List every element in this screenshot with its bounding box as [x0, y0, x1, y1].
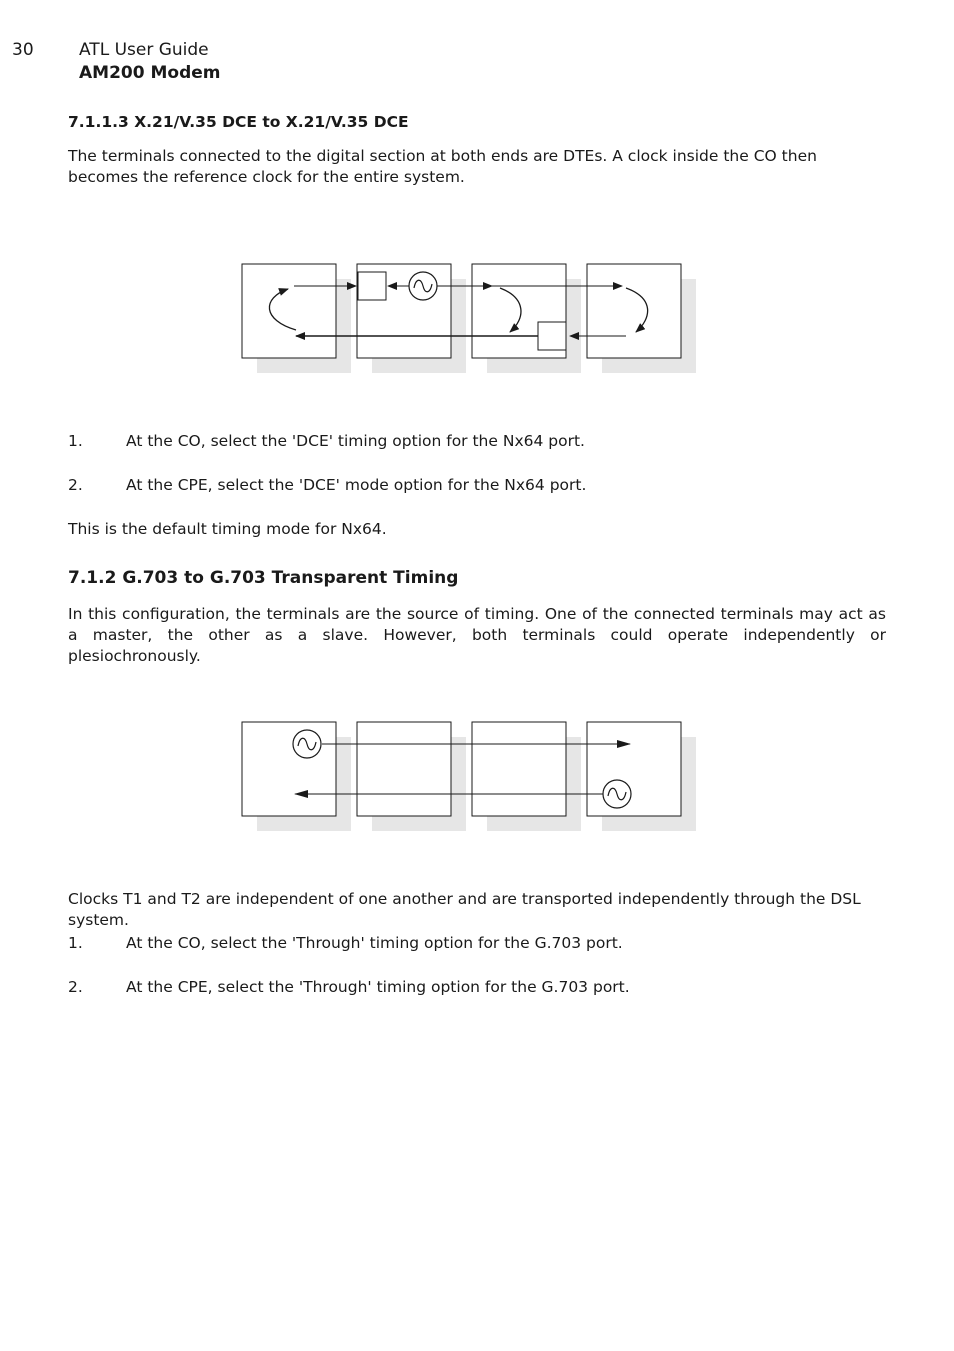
- clock-source-icon: [603, 780, 631, 808]
- step-text: At the CPE, select the 'Through' timing option for the G.703 port.: [126, 978, 630, 996]
- x21-default-note: This is the default timing mode for Nx64.: [68, 520, 387, 538]
- step-text: At the CO, select the 'DCE' timing option for the Nx64 port.: [126, 432, 585, 450]
- dte-left-box: [242, 722, 336, 816]
- section-x21-intro: The terminals connected to the digital section at both ends are DTEs. A clock inside the CO then becomes the reference clock for the entire system.: [68, 147, 817, 186]
- co-box: [357, 722, 451, 816]
- cpe-box: [472, 722, 566, 816]
- step-number: 1.: [68, 934, 83, 952]
- g703-clock-note: Clocks T1 and T2 are independent of one another and are transported independently through the DSL system.: [68, 890, 861, 929]
- dte-right-box: [587, 722, 681, 816]
- section-heading-g703: 7.1.2 G.703 to G.703 Transparent Timing: [68, 568, 459, 588]
- page-number: 30: [12, 40, 34, 60]
- document-title: ATL User Guide: [79, 40, 209, 60]
- section-heading-x21: 7.1.1.3 X.21/V.35 DCE to X.21/V.35 DCE: [68, 113, 409, 131]
- document-subtitle: AM200 Modem: [79, 63, 221, 83]
- step-number: 2.: [68, 978, 83, 996]
- section-g703-intro: In this configuration, the terminals are the source of timing. One of the connected terminals may act as a master, the other as a slave. However, both terminals could operate independently or plesiochronously.: [68, 605, 886, 665]
- clock-source-icon: [293, 730, 321, 758]
- step-number: 2.: [68, 476, 83, 494]
- step-text: At the CPE, select the 'DCE' mode option for the Nx64 port.: [126, 476, 587, 494]
- step-number: 1.: [68, 432, 83, 450]
- step-text: At the CO, select the 'Through' timing option for the G.703 port.: [126, 934, 623, 952]
